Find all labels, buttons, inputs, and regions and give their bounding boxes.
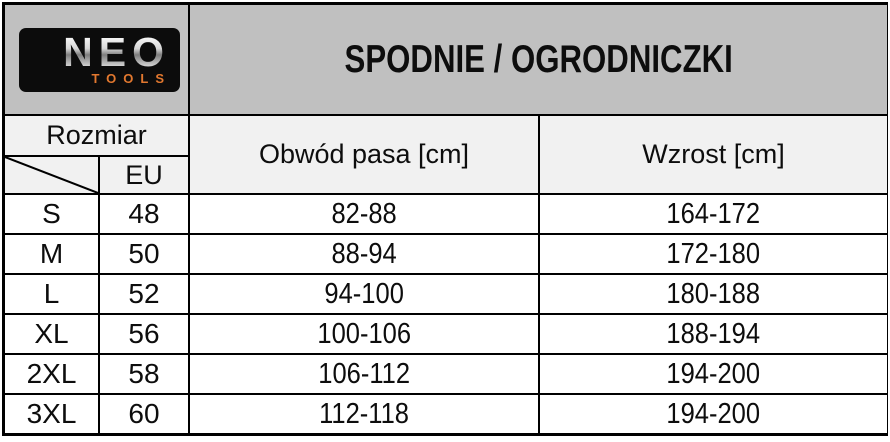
eu-value: 50 [128, 238, 160, 269]
height-cell-m [540, 235, 887, 273]
diagonal-line [5, 157, 98, 193]
eu-cell-l [100, 275, 188, 313]
size-header-label: Rozmiar [46, 120, 147, 150]
height-cell-2xl [540, 355, 887, 393]
size-cell-m [5, 235, 98, 273]
size-value: 2XL [26, 358, 77, 389]
waist-cell-m [190, 235, 538, 273]
eu-cell-3xl [100, 395, 188, 433]
size-value: S [42, 198, 61, 229]
height-cell-l [540, 275, 887, 313]
waist-cell-s [190, 195, 538, 233]
eu-value: 58 [128, 358, 160, 389]
waist-cell-2xl [190, 355, 538, 393]
size-cell-s [5, 195, 98, 233]
size-value: M [39, 238, 64, 269]
eu-cell-m [100, 235, 188, 273]
height-value: 172-180 [666, 237, 761, 270]
size-cell-xl [5, 315, 98, 353]
waist-value: 94-100 [324, 277, 404, 310]
waist-cell-xl [190, 315, 538, 353]
neo-tools-logo [19, 28, 180, 92]
brand-name: NEO [63, 28, 170, 75]
eu-cell-xl [100, 315, 188, 353]
brand-logo-cell [5, 5, 188, 114]
height-value: 180-188 [666, 277, 761, 310]
waist-value: 100-106 [317, 317, 411, 350]
brand-subtitle: TOOLS [91, 70, 171, 86]
size-value: L [43, 278, 60, 309]
height-cell-xl [540, 315, 887, 353]
eu-cell-s [100, 195, 188, 233]
size-value: 3XL [26, 398, 77, 429]
eu-value: 52 [128, 278, 160, 309]
waist-value: 106-112 [318, 357, 410, 390]
eu-cell-2xl [100, 355, 188, 393]
height-value: 164-172 [666, 197, 761, 230]
size-column-header [5, 116, 188, 155]
size-value: XL [34, 318, 69, 349]
waist-cell-3xl [190, 395, 538, 433]
table-title-cell [190, 5, 887, 114]
size-cell-3xl [5, 395, 98, 433]
height-value: 188-194 [666, 317, 761, 350]
eu-value: 60 [128, 398, 160, 429]
page-title: SPODNIE / OGRODNICZKI [344, 37, 733, 81]
waist-cell-l [190, 275, 538, 313]
size-cell-l [5, 275, 98, 313]
height-cell-s [540, 195, 887, 233]
waist-value: 82-88 [331, 197, 397, 230]
height-value: 194-200 [666, 357, 761, 390]
waist-header-label: Obwód pasa [cm] [258, 139, 470, 169]
size-cell-2xl [5, 355, 98, 393]
diagonal-cell [5, 157, 98, 193]
height-cell-3xl [540, 395, 887, 433]
eu-header-label: EU [125, 159, 163, 190]
waist-value: 88-94 [331, 237, 397, 270]
eu-value: 48 [128, 198, 160, 229]
size-table [2, 2, 888, 436]
waist-column-header [190, 116, 538, 193]
waist-value: 112-118 [319, 397, 409, 430]
height-value: 194-200 [666, 397, 761, 430]
height-column-header [540, 116, 887, 193]
height-header-label: Wzrost [cm] [642, 139, 785, 169]
eu-value: 56 [128, 318, 160, 349]
eu-header [100, 157, 188, 193]
